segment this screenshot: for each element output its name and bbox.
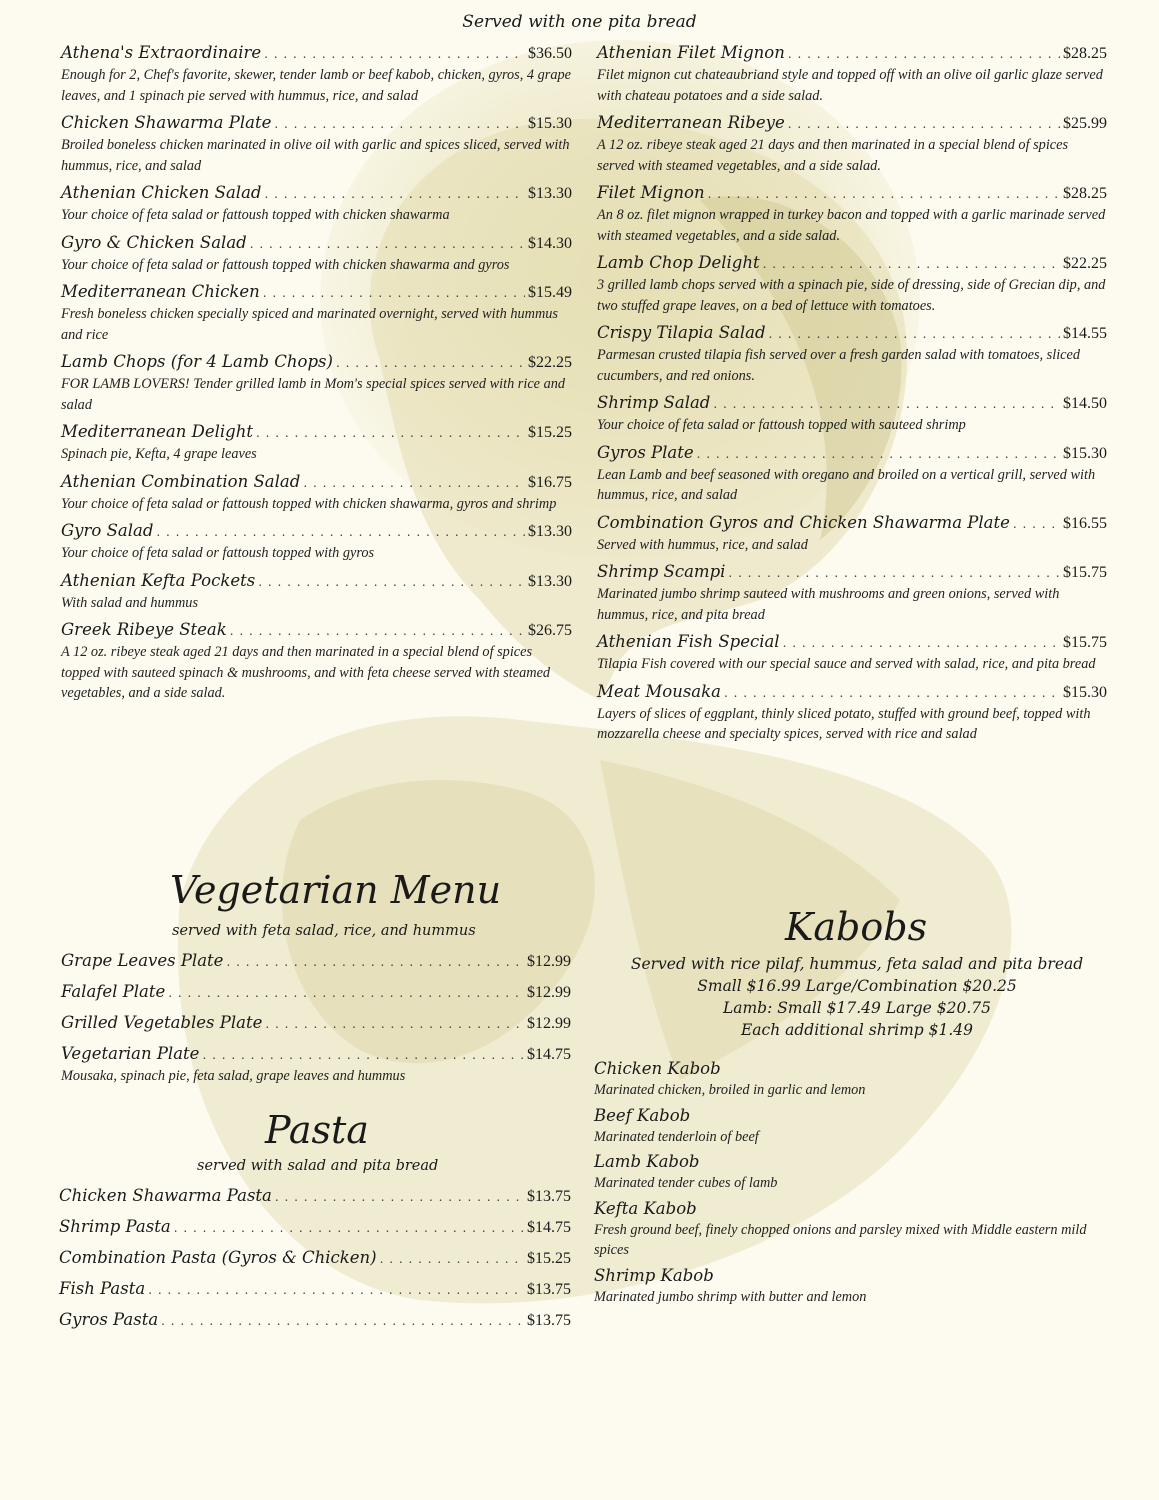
- menu-item-row: [597, 512, 1107, 535]
- menu-item-name: Athenian Chicken Salad: [61, 183, 262, 202]
- menu-item: [597, 322, 1107, 386]
- menu-item-row: [61, 950, 571, 973]
- menu-item-description: FOR LAMB LOVERS! Tender grilled lamb in Mom's special spices served with rice and salad: [61, 376, 566, 413]
- menu-item-price: $15.75: [1063, 564, 1107, 581]
- menu-item-name: Mediterranean Delight: [61, 422, 253, 441]
- menu-item-price: $14.55: [1063, 325, 1107, 342]
- menu-item-description: Spinach pie, Kefta, 4 grape leaves: [61, 446, 257, 462]
- kabobs-info-line: Lamb: Small $17.49 Large $20.75: [722, 999, 992, 1017]
- menu-item: [61, 112, 572, 176]
- menu-item-price: $13.30: [528, 523, 572, 540]
- menu-item-price: $14.50: [1063, 395, 1107, 412]
- menu-item: [61, 950, 571, 973]
- menu-item-price: $28.25: [1063, 45, 1107, 62]
- menu-item-row: [61, 1043, 571, 1066]
- kabobs-pricing-info: [597, 953, 1117, 1041]
- menu-item-name: Chicken Shawarma Pasta: [59, 1186, 272, 1205]
- kabob-item: [594, 1151, 1114, 1194]
- right-entrees-list: [597, 42, 1107, 751]
- menu-item: [61, 619, 572, 704]
- menu-item: [59, 1247, 571, 1270]
- menu-item-price: $13.75: [527, 1188, 571, 1205]
- menu-item-description: Your choice of feta salad or fattoush topped with chicken shawarma, gyros and shrimp: [61, 495, 557, 512]
- menu-item-row: [61, 112, 572, 135]
- menu-item-row: [61, 570, 572, 593]
- dot-leader: [769, 323, 1060, 345]
- menu-item-name: Gyro & Chicken Salad: [61, 232, 247, 252]
- menu-item: [597, 512, 1107, 556]
- menu-item-price: $13.30: [528, 572, 572, 590]
- menu-item-row: [59, 1216, 571, 1239]
- dot-leader: [275, 1186, 524, 1208]
- kabob-item-name: Kefta Kabob: [594, 1198, 697, 1218]
- menu-item-row: [597, 681, 1107, 704]
- menu-item-name: Combination Gyros and Chicken Shawarma Plate: [597, 512, 1010, 532]
- menu-item-row: [61, 520, 572, 543]
- dot-leader: [202, 1044, 524, 1066]
- menu-item-row: [61, 981, 571, 1004]
- dot-leader: [783, 632, 1060, 654]
- menu-item-description: 3 grilled lamb chops served with a spinach pie, side of dressing, side of Grecian dip, and two stuffed grape leaves, on a bed of lettuce with tomatoes.: [597, 277, 1106, 314]
- dot-leader: [303, 472, 525, 494]
- menu-item-price: $15.25: [528, 424, 572, 441]
- vegetarian-items-list: [61, 950, 571, 1095]
- kabob-items-list: [594, 1058, 1114, 1311]
- menu-item-name: Gyros Pasta: [59, 1310, 159, 1329]
- menu-item-row: [59, 1247, 571, 1270]
- menu-item-price: $12.99: [527, 984, 571, 1001]
- menu-item-description: Enough for 2, Chef's favorite, skewer, tender lamb or beef kabob, chicken, gyros, 4 grape leaves, and 1 spinach pie served with hummus, rice, and salad: [61, 67, 571, 104]
- menu-item: [61, 570, 572, 614]
- menu-item-description: Your choice of feta salad or fattoush topped with gyros: [61, 545, 375, 561]
- menu-item-price: $14.75: [527, 1219, 571, 1236]
- dot-leader: [263, 282, 525, 304]
- menu-item-price: $22.25: [528, 354, 572, 371]
- menu-item-row: [597, 392, 1107, 415]
- menu-item-name: Gyro Salad: [61, 521, 154, 540]
- menu-item-description: Mousaka, spinach pie, feta salad, grape leaves and hummus: [61, 1068, 406, 1084]
- kabob-item-name: Beef Kabob: [594, 1105, 691, 1125]
- menu-item-price: $15.75: [1063, 634, 1107, 651]
- menu-item-row: [61, 182, 572, 205]
- dot-leader: [763, 253, 1060, 275]
- dot-leader: [380, 1248, 524, 1270]
- menu-item-price: $12.99: [527, 953, 571, 970]
- menu-item-row: [597, 252, 1107, 275]
- menu-item-name: Athena's Extraordinaire: [61, 43, 262, 62]
- dot-leader: [161, 1310, 524, 1332]
- dot-leader: [258, 571, 525, 593]
- dot-leader: [274, 113, 525, 135]
- kabobs-title: Kabobs: [785, 905, 928, 949]
- menu-item: [59, 1278, 571, 1301]
- menu-item-row: [597, 561, 1107, 584]
- menu-item-name: Lamb Chops (for 4 Lamb Chops): [61, 352, 333, 371]
- menu-item-name: Shrimp Salad: [597, 393, 711, 412]
- dot-leader: [724, 682, 1060, 704]
- pasta-title: Pasta: [265, 1108, 369, 1152]
- kabob-item-description: Marinated tender cubes of lamb: [594, 1175, 778, 1191]
- menu-item-name: Falafel Plate: [61, 982, 166, 1001]
- menu-item-description: Marinated jumbo shrimp sauteed with mushrooms and green onions, served with hummus, rice, and pita bread: [597, 586, 1060, 623]
- menu-item-price: $15.30: [1063, 444, 1107, 462]
- menu-item-name: Mediterranean Chicken: [61, 282, 260, 301]
- menu-item: [61, 1012, 571, 1035]
- menu-item-name: Gyros Plate: [597, 442, 694, 462]
- kabob-item-name: Lamb Kabob: [594, 1152, 700, 1171]
- vegetarian-menu-title: Vegetarian Menu: [170, 868, 502, 912]
- kabob-item-description: Marinated jumbo shrimp with butter and lemon: [594, 1288, 867, 1305]
- vegetarian-menu-subtitle: served with feta salad, rice, and hummus: [172, 923, 476, 939]
- menu-item-description: Broiled boneless chicken marinated in olive oil with garlic and spices sliced, served with hummus, rice, and salad: [61, 137, 570, 174]
- kabob-item-description: Marinated chicken, broiled in garlic and lemon: [594, 1082, 866, 1098]
- menu-item: [61, 421, 572, 465]
- menu-item-name: Mediterranean Ribeye: [597, 113, 785, 132]
- menu-item-row: [597, 42, 1107, 65]
- served-with-note: Served with one pita bread: [462, 12, 697, 32]
- menu-item-row: [597, 631, 1107, 654]
- dot-leader: [788, 43, 1060, 65]
- menu-item: [59, 1216, 571, 1239]
- menu-item-name: Grilled Vegetables Plate: [61, 1013, 263, 1032]
- menu-item: [597, 42, 1107, 106]
- menu-item: [597, 442, 1107, 506]
- kabob-item: [594, 1198, 1114, 1261]
- kabob-item-name: Shrimp Kabob: [594, 1265, 714, 1285]
- menu-item: [61, 232, 572, 276]
- menu-item-row: [61, 421, 572, 444]
- menu-item-price: $15.49: [528, 284, 572, 301]
- dot-leader: [728, 562, 1060, 584]
- menu-item-name: Fish Pasta: [59, 1279, 146, 1298]
- kabob-item-description: Fresh ground beef, finely chopped onions and parsley mixed with Middle eastern mild spices: [594, 1221, 1087, 1258]
- menu-item-price: $22.25: [1063, 255, 1107, 272]
- menu-item: [597, 252, 1107, 316]
- menu-item-price: $15.25: [527, 1250, 571, 1267]
- menu-item-description: A 12 oz. ribeye steak aged 21 days and then marinated in a special blend of spices served with steamed vegetables, and a side salad.: [597, 137, 1069, 174]
- menu-item-name: Athenian Filet Mignon: [597, 43, 785, 62]
- dot-leader: [156, 521, 525, 543]
- menu-item-description: A 12 oz. ribeye steak aged 21 days and then marinated in a special blend of spices topped with sauteed spinach & mushrooms, and with feta cheese served with steamed vegetables, and a side salad.: [61, 644, 551, 701]
- menu-item: [61, 351, 572, 415]
- menu-item: [59, 1185, 571, 1208]
- dot-leader: [174, 1217, 524, 1239]
- menu-item-description: Your choice of feta salad or fattoush topped with sauteed shrimp: [597, 417, 966, 433]
- menu-item-price: $13.30: [528, 185, 572, 202]
- dot-leader: [788, 113, 1060, 135]
- menu-item-description: Filet mignon cut chateaubriand style and topped off with an olive oil garlic glaze served with chateau potatoes and a side salad.: [597, 67, 1103, 104]
- menu-item-row: [61, 471, 572, 494]
- menu-item-row: [59, 1309, 571, 1332]
- menu-item-price: $12.99: [527, 1015, 571, 1032]
- menu-item-price: $14.30: [528, 234, 572, 252]
- kabobs-info-line: Served with rice pilaf, hummus, feta salad and pita bread: [630, 955, 1084, 973]
- menu-item: [597, 561, 1107, 625]
- menu-item-row: [597, 182, 1107, 205]
- menu-item-row: [597, 442, 1107, 465]
- menu-item-price: $13.75: [527, 1312, 571, 1329]
- menu-item: [597, 112, 1107, 176]
- menu-item-description: Your choice of feta salad or fattoush topped with chicken shawarma and gyros: [61, 256, 510, 273]
- menu-item-name: Greek Ribeye Steak: [61, 620, 227, 639]
- menu-item-price: $14.75: [527, 1046, 571, 1063]
- menu-item-price: $25.99: [1063, 115, 1107, 132]
- menu-item: [61, 1043, 571, 1087]
- menu-item-row: [61, 619, 572, 642]
- kabob-item: [594, 1265, 1114, 1308]
- dot-leader: [264, 183, 525, 205]
- menu-item: [61, 42, 572, 106]
- menu-item-price: $16.75: [528, 473, 572, 491]
- menu-item-name: Shrimp Scampi: [597, 562, 726, 581]
- menu-item-description: Parmesan crusted tilapia fish served over a fresh garden salad with tomatoes, sliced cucumbers, and red onions.: [597, 347, 1081, 384]
- menu-item: [61, 520, 572, 564]
- pasta-items-list: [59, 1185, 571, 1340]
- menu-item: [59, 1309, 571, 1332]
- menu-item-description: With salad and hummus: [61, 594, 199, 611]
- menu-item-price: $26.75: [528, 622, 572, 639]
- menu-item-row: [59, 1185, 571, 1208]
- menu-item-description: Layers of slices of eggplant, thinly sliced potato, stuffed with ground beef, topped with mozzarella cheese and specialty spices, served with rice and salad: [597, 705, 1091, 742]
- menu-item-row: [597, 112, 1107, 135]
- dot-leader: [230, 620, 525, 642]
- menu-item-description: An 8 oz. filet mignon wrapped in turkey bacon and topped with a garlic marinade served with steamed vegetables, and a side salad.: [597, 207, 1106, 244]
- menu-item-description: Fresh boneless chicken specially spiced and marinated overnight, served with hummus and rice: [61, 306, 558, 343]
- menu-item-price: $36.50: [528, 45, 572, 62]
- dot-leader: [148, 1279, 524, 1301]
- dot-leader: [713, 393, 1060, 415]
- kabob-item-name: Chicken Kabob: [594, 1059, 721, 1078]
- menu-item: [597, 631, 1107, 675]
- menu-item: [597, 392, 1107, 436]
- menu-item-description: Served with hummus, rice, and salad: [597, 536, 808, 553]
- menu-item-price: $15.30: [528, 115, 572, 132]
- dot-leader: [265, 1013, 524, 1035]
- menu-item-name: Chicken Shawarma Plate: [61, 113, 272, 132]
- menu-item-name: Athenian Kefta Pockets: [61, 570, 256, 590]
- menu-item-name: Vegetarian Plate: [61, 1044, 200, 1063]
- menu-item: [61, 981, 571, 1004]
- menu-item-row: [61, 232, 572, 255]
- dot-leader: [226, 951, 524, 973]
- menu-item-name: Crispy Tilapia Salad: [597, 323, 766, 342]
- menu-item-description: Lean Lamb and beef seasoned with oregano and broiled on a vertical grill, served with hummus, rice, and salad: [597, 466, 1096, 503]
- menu-item-row: [61, 281, 572, 304]
- menu-item-name: Lamb Chop Delight: [597, 253, 760, 272]
- dot-leader: [708, 183, 1060, 205]
- menu-item-price: $15.30: [1063, 683, 1107, 701]
- menu-item-price: $16.55: [1063, 514, 1107, 532]
- menu-item-price: $28.25: [1063, 185, 1107, 202]
- dot-leader: [168, 982, 524, 1004]
- dot-leader: [256, 422, 525, 444]
- menu-item-name: Meat Mousaka: [597, 681, 721, 701]
- menu-item: [61, 281, 572, 345]
- menu-item-row: [597, 322, 1107, 345]
- menu-item: [597, 182, 1107, 246]
- kabob-item-description: Marinated tenderloin of beef: [594, 1128, 759, 1145]
- menu-item-description: Tilapia Fish covered with our special sauce and served with salad, rice, and pita bread: [597, 656, 1096, 672]
- menu-item-row: [61, 42, 572, 65]
- menu-item: [61, 471, 572, 515]
- dot-leader: [336, 352, 525, 374]
- left-entrees-list: [61, 42, 572, 710]
- menu-item-name: Filet Mignon: [597, 183, 705, 202]
- dot-leader: [264, 43, 525, 65]
- menu-item-row: [61, 1012, 571, 1035]
- dot-leader: [250, 233, 525, 255]
- menu-item-name: Athenian Fish Special: [597, 632, 780, 651]
- menu-item-name: Combination Pasta (Gyros & Chicken): [59, 1248, 377, 1267]
- menu-item-description: Your choice of feta salad or fattoush topped with chicken shawarma: [61, 207, 450, 223]
- kabob-item: [594, 1105, 1114, 1148]
- kabobs-info-line: Each additional shrimp $1.49: [740, 1021, 974, 1039]
- pasta-subtitle: served with salad and pita bread: [197, 1158, 439, 1174]
- dot-leader: [1013, 513, 1060, 535]
- menu-item-name: Grape Leaves Plate: [61, 951, 224, 970]
- menu-item-row: [59, 1278, 571, 1301]
- menu-item: [61, 182, 572, 226]
- menu-item-price: $13.75: [527, 1281, 571, 1298]
- menu-item-name: Athenian Combination Salad: [61, 471, 301, 491]
- kabobs-info-line: Small $16.99 Large/Combination $20.25: [697, 977, 1017, 995]
- menu-item-name: Shrimp Pasta: [59, 1217, 171, 1236]
- kabob-item: [594, 1058, 1114, 1101]
- menu-item-row: [61, 351, 572, 374]
- menu-item: [597, 681, 1107, 745]
- dot-leader: [697, 443, 1060, 465]
